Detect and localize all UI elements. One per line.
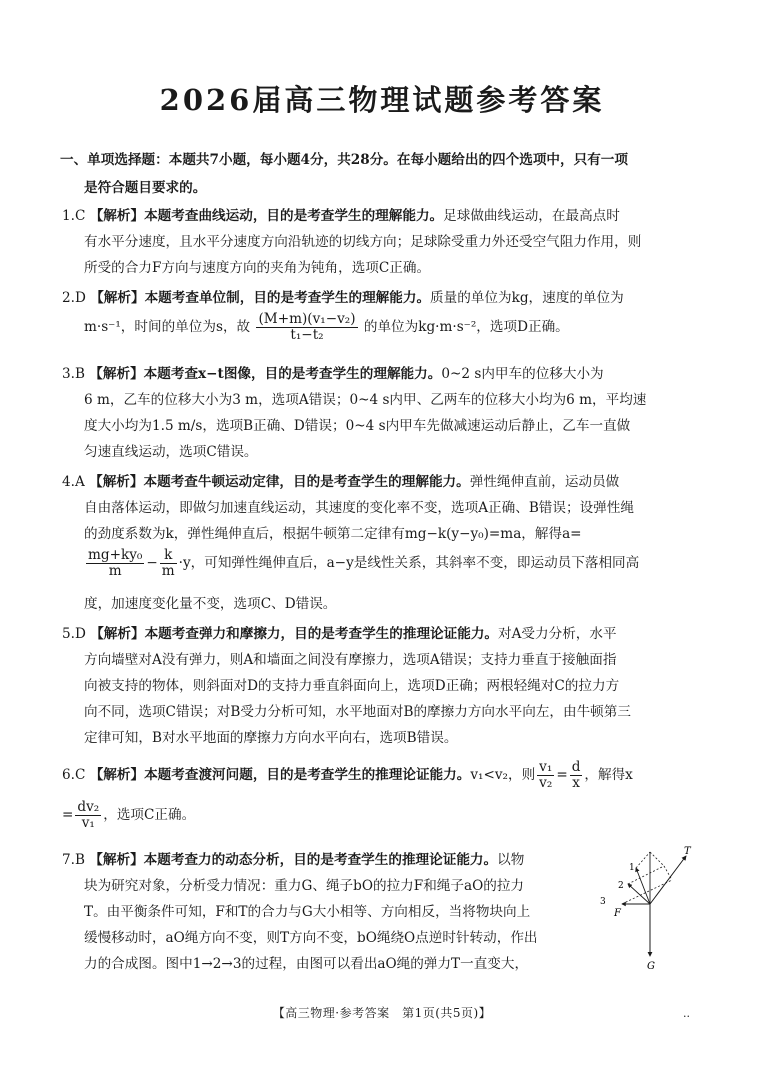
label-1: 1	[629, 863, 635, 873]
answer-4-line-2: 自由落体运动，即做匀加速直线运动，其速度的变化率不变，选项A正确、B错误；设弹性绳	[84, 500, 634, 516]
force-f-1	[636, 868, 650, 904]
label-3: 3	[600, 897, 606, 907]
answer-3-line-1: 3.B 【解析】本题考查x−t图像，目的是考查学生的理解能力。0~2 s内甲车的位移大小为	[62, 366, 604, 382]
tension-t-arrow	[650, 856, 686, 904]
answer-7-line-3: T。由平衡条件可知，F和T的合力与G大小相等、方向相反，当将物块向上	[84, 904, 531, 920]
answer-3-line-3: 度大小均为1.5 m/s，选项B正确、D错误；0~4 s内甲车先做减速运动后静止，乙车一直做	[84, 418, 631, 434]
answer-5-line-5: 定律可知，B对水平地面的摩擦力方向水平向右，选项B错误。	[84, 730, 458, 746]
answer-5-line-2: 方向墙壁对A没有弹力，则A和墙面之间没有摩擦力，选项A错误；支持力垂直于接触面指	[84, 652, 617, 668]
answer-7-line-4: 缓慢移动时，aO绳方向不变，则T方向不变，bO绳绕O点逆时针转动，作出	[84, 930, 538, 946]
answer-4-line-1: 4.A 【解析】本题考查牛顿运动定律，目的是考查学生的理解能力。弹性绳伸直前，运动员做	[62, 474, 620, 490]
answer-3-line-2: 6 m，乙车的位移大小为3 m，选项A错误；0~4 s内甲、乙两车的位移大小均为6 m，平均速	[84, 392, 647, 408]
footer-mark: ..	[683, 1007, 690, 1020]
answer-1-line-1: 1.C 【解析】本题考查曲线运动，目的是考查学生的理解能力。足球做曲线运动，在最高点时	[62, 208, 620, 224]
accel-fraction-1: $\frac{\text{mg+ky₀}}{m}$	[88, 547, 143, 579]
answer-4-line-4: $\frac{\text{mg+ky₀}}{m}$ − $\frac{k}{m}$ ·y，可知弹性绳伸直后，a−y是线性关系，其斜率不变，即运动员下落相同高	[88, 547, 640, 579]
answer-4-line-5: 度，加速度变化量不变，选项C、D错误。	[84, 596, 337, 612]
dash-4	[650, 852, 664, 866]
answer-6-line-2: = $\frac{\text{dv₂}}{\text{v₁}}$ ，选项C正确。	[62, 799, 196, 831]
answer-2-line-1: 2.D 【解析】本题考查单位制，目的是考查学生的理解能力。质量的单位为kg，速度的单位为	[62, 290, 624, 306]
answer-5-line-3: 向被支持的物体，则斜面对D的支持力垂直斜面向上，选项D正确；两根轻绳对C的拉力方	[84, 678, 620, 694]
x-solution-fraction: $\frac{\text{dv₂}}{\text{v₁}}$	[77, 799, 100, 831]
label-t: T	[684, 846, 691, 857]
answer-1-line-3: 所受的合力F方向与速度方向的夹角为钝角，选项C正确。	[84, 260, 431, 276]
answer-7-line-5: 力的合成图。图中1→2→3的过程，由图可以看出aO绳的弹力T一直变大，	[84, 956, 529, 972]
unit-fraction: $\frac{\text{(M+m)(v₁−v₂)}}{\text{t₁−t₂}}$	[258, 311, 356, 343]
section-heading: 一、单项选择题：本题共7小题，每小题4分，共28分。在每小题给出的四个选项中，只有一项	[60, 152, 628, 168]
answer-7-line-2: 块为研究对象，分析受力情况：重力G、绳子bO的拉力F和绳子aO的拉力	[84, 878, 525, 894]
answer-5-line-1: 5.D 【解析】本题考查弹力和摩擦力，目的是考查学生的推理论证能力。对A受力分析，水平	[62, 626, 617, 642]
answer-2-line-2: m·s⁻¹，时间的单位为s，故 $\frac{\text{(M+m)(v₁−v₂)}}{\text{t₁−t₂}}$ 的单位为kg·m·s⁻²，选项D正确。	[84, 311, 569, 343]
accel-fraction-2: $\frac{k}{m}$	[161, 547, 175, 579]
answer-3-line-4: 匀速直线运动，选项C错误。	[84, 444, 258, 460]
dash-5	[664, 866, 672, 880]
section-heading-cont: 是符合题目要求的。	[84, 180, 207, 196]
velocity-ratio: $\frac{\text{v₁}}{\text{v₂}}$	[539, 759, 553, 791]
answer-6-line-1: 6.C 【解析】本题考查渡河问题，目的是考查学生的推理论证能力。v₁<v₂，则 $\frac{\text{v₁}}{\text{v₂}}$ = $\frac{d}{x}$ ，解得x	[62, 759, 633, 791]
answer-5-line-4: 向不同，选项C错误；对B受力分析可知，水平地面对B的摩擦力方向水平向左，由牛顿第三	[84, 704, 631, 720]
answer-4-line-3: 的劲度系数为k，弹性绳伸直后，根据牛顿第二定律有mg−k(y−y₀)=ma，解得a=	[84, 526, 582, 542]
label-f: F	[614, 908, 621, 919]
dash-1	[636, 852, 650, 868]
distance-ratio: $\frac{d}{x}$	[571, 759, 581, 791]
page-title: 2026届高三物理试题参考答案	[159, 83, 605, 117]
page-footer: 【高三物理·参考答案 第1页(共5页)】	[272, 1006, 492, 1020]
force-diagram	[592, 836, 704, 976]
label-2: 2	[618, 881, 624, 891]
force-f-2	[628, 884, 650, 904]
label-g: G	[647, 961, 655, 972]
answer-7-line-1: 7.B 【解析】本题考查力的动态分析，目的是考查学生的推理论证能力。以物	[62, 852, 525, 868]
answer-1-line-2: 有水平分速度，且水平分速度方向沿轨迹的切线方向；足球除受重力外还受空气阻力作用，则	[84, 234, 642, 250]
